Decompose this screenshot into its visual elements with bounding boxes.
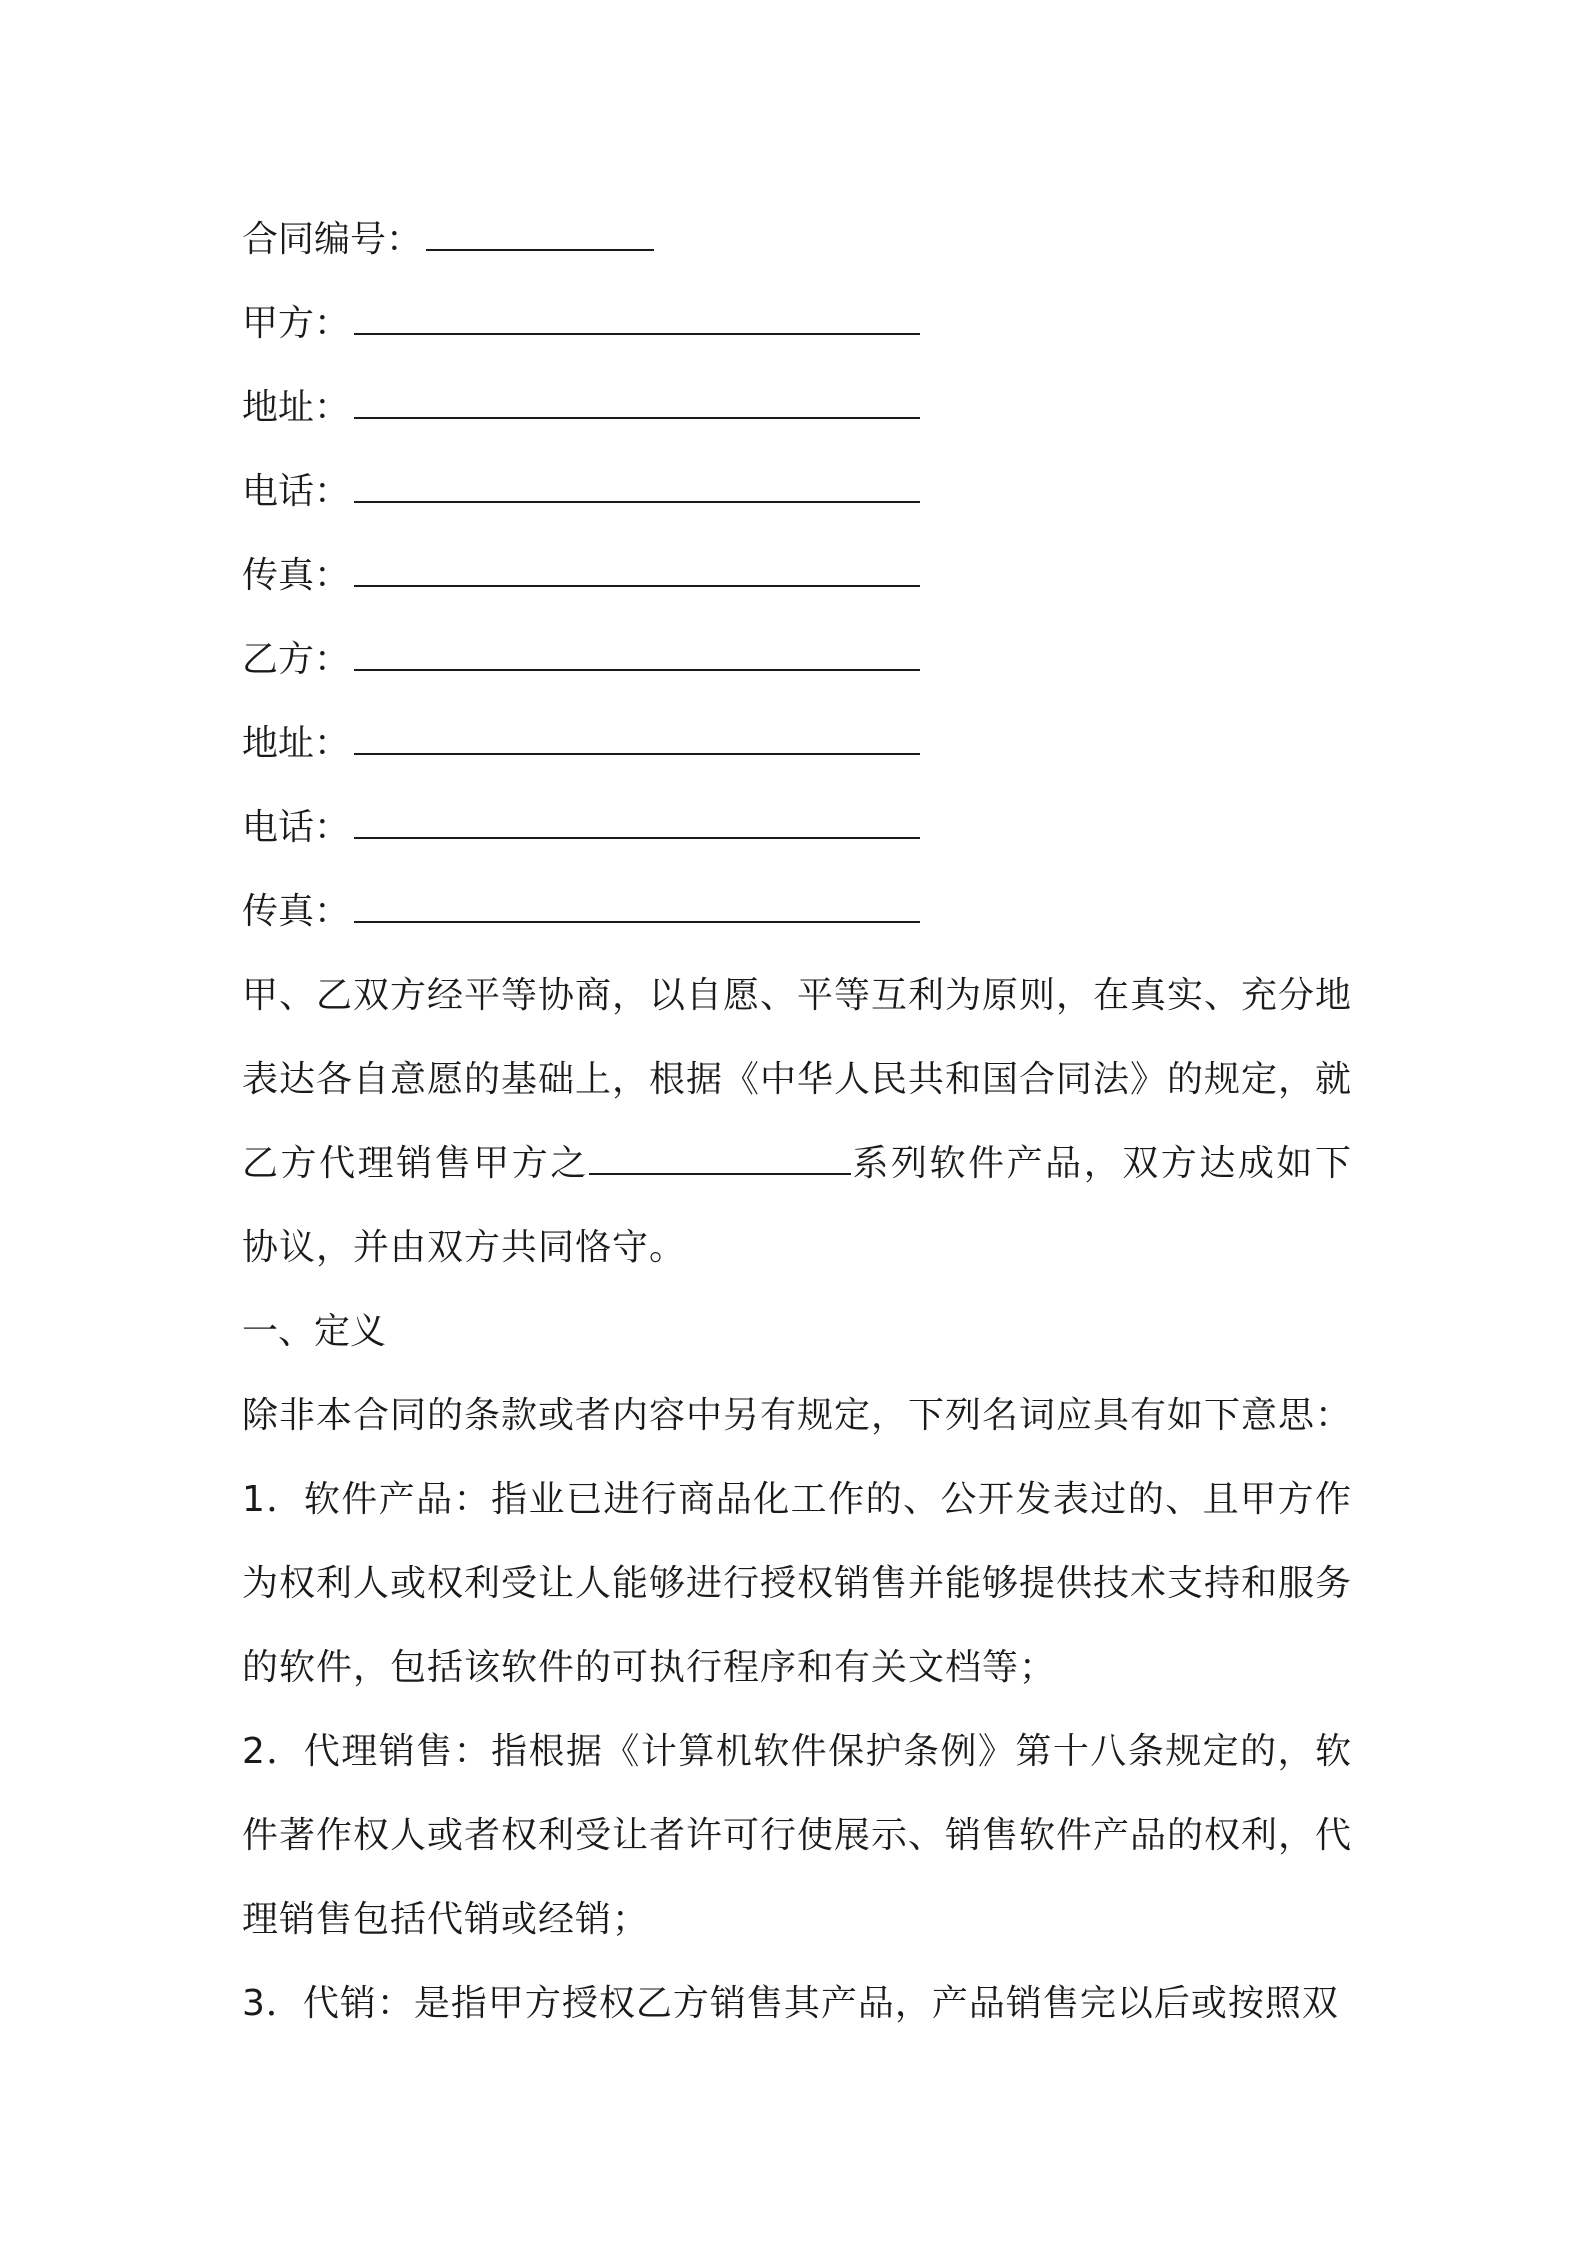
party-a-name-field: [242, 282, 1352, 366]
product-series-blank: [589, 1143, 851, 1175]
definition-item-1: 1．软件产品：指业已进行商品化工作的、公开发表过的、且甲方作为权利人或权利受让人能够进行授权销售并能够提供技术支持和服务的软件，包括该软件的可执行程序和有关文档等；: [242, 1479, 1353, 1688]
party-b-name-label: 乙方：: [242, 639, 351, 680]
definition-item-2: 2．代理销售：指根据《计算机软件保护条例》第十八条规定的，软件著作权人或者权利受让者许可行使展示、销售软件产品的权利，代理销售包括代销或经销；: [242, 1731, 1353, 1940]
party-a-fax-field: [242, 534, 1352, 618]
party-a-address-label: 地址：: [242, 387, 351, 428]
party-a-phone-field: [242, 450, 1352, 534]
party-a-name-label: 甲方：: [242, 303, 351, 344]
party-b-fax-field: [242, 870, 1352, 954]
party-a-fax-blank: [354, 555, 920, 587]
party-a-name-blank: [354, 303, 920, 335]
party-a-phone-label: 电话：: [242, 471, 351, 512]
contract-number-blank: [426, 219, 654, 251]
section-1-title: 一、定义: [242, 1311, 387, 1352]
contract-number-label: 合同编号：: [242, 219, 423, 260]
party-b-phone-field: [242, 786, 1352, 870]
party-b-fax-label: 传真：: [242, 891, 351, 932]
party-a-address-blank: [354, 387, 920, 419]
party-a-address-field: [242, 366, 1352, 450]
definition-item-3: 3．代销：是指甲方授权乙方销售其产品，产品销售完以后或按照双: [242, 1983, 1339, 2024]
preamble-paragraph: [242, 954, 1352, 1290]
party-a-fax-label: 传真：: [242, 555, 351, 596]
party-b-name-field: [242, 618, 1352, 702]
party-b-address-blank: [354, 723, 920, 755]
preamble-part2: 系列软件产品，双方达成如下协议，并由双方共同恪守。: [242, 1143, 1352, 1268]
contract-body: [242, 198, 1352, 2046]
party-a-phone-blank: [354, 471, 920, 503]
preamble-part1: 甲、乙双方经平等协商，以自愿、平等互利为原则，在真实、充分地表达各自意愿的基础上，根据《中华人民共和国合同法》的规定，就乙方代理销售甲方之: [242, 975, 1353, 1184]
party-b-address-field: [242, 702, 1352, 786]
party-b-address-label: 地址：: [242, 723, 351, 764]
party-b-fax-blank: [354, 891, 920, 923]
party-b-phone-label: 电话：: [242, 807, 351, 848]
party-b-phone-blank: [354, 807, 920, 839]
section-1-intro: 除非本合同的条款或者内容中另有规定，下列名词应具有如下意思：: [242, 1395, 1353, 1436]
contract-number-field: [242, 198, 1352, 282]
party-b-name-blank: [354, 639, 920, 671]
